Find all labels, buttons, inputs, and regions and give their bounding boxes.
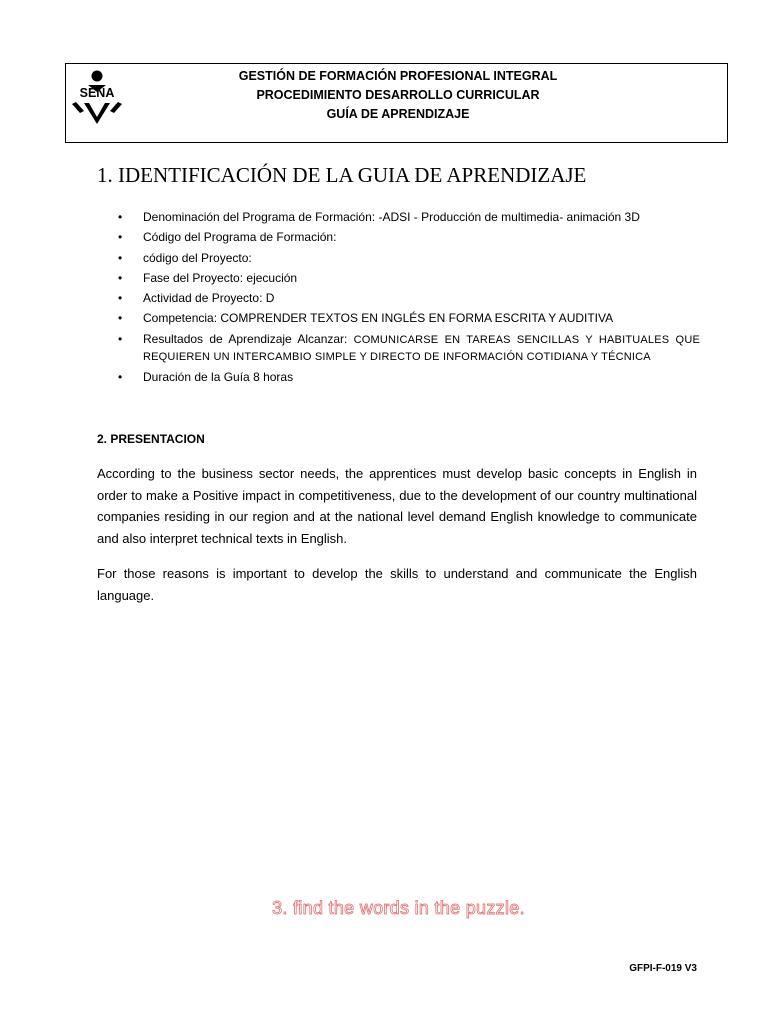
header-titles <box>198 67 598 124</box>
header-line-1: GESTIÓN DE FORMACIÓN PROFESIONAL INTEGRAL <box>238 69 558 83</box>
list-item <box>118 329 700 367</box>
section-2-title: 2. PRESENTACION <box>97 432 205 446</box>
bullet-icon: • <box>118 369 123 384</box>
logo-text: SENA <box>79 86 115 100</box>
item-label: Código del Programa de Formación: <box>143 230 337 245</box>
list-item <box>118 367 700 387</box>
bullet-icon: • <box>118 270 123 285</box>
item-label: Fase del Proyecto: <box>143 270 244 285</box>
header-line-2: PROCEDIMIENTO DESARROLLO CURRICULAR <box>256 88 540 102</box>
list-item <box>118 268 700 288</box>
item-value: D <box>262 291 275 306</box>
list-item <box>118 207 700 227</box>
item-value: ejecución <box>243 270 298 285</box>
bullet-icon: • <box>118 230 123 245</box>
item-label: Competencia: <box>143 311 218 326</box>
item-value: COMUNICARSE EN TAREAS SENCILLAS Y HABITUALES QUE REQUIEREN UN INTERCAMBIO SIMPLE Y DIRECTO DE INFORMACIÓN COTIDIANA Y TÉCNICA <box>143 333 700 363</box>
section-3-title: 3. find the words in the puzzle. <box>272 898 525 918</box>
identification-list <box>118 207 700 387</box>
list-item <box>118 248 700 268</box>
bullet-icon: • <box>118 331 123 346</box>
document-header <box>65 63 728 143</box>
form-code: GFPI-F-019 V3 <box>629 963 697 974</box>
item-label: Duración de la Guía 8 horas <box>143 369 294 384</box>
list-item <box>118 288 700 308</box>
paragraph-1: According to the business sector needs, the apprentices must develop basic concepts in English in order to make a Positive impact in competitiveness, due to the development of our country multinational companies residing in our region and at the national level demand English knowledge to communicate and also interpret technical texts in English. <box>97 466 697 546</box>
item-label: Actividad de Proyecto: <box>143 291 263 306</box>
bullet-icon: • <box>118 250 123 265</box>
item-value: -ADSI - Producción de multimedia- animación 3D <box>375 210 640 224</box>
header-line-3: GUÍA DE APRENDIZAJE <box>326 107 470 121</box>
bullet-icon: • <box>118 311 123 326</box>
item-label: Resultados de Aprendizaje Alcanzar: <box>143 331 348 346</box>
list-item <box>118 227 700 247</box>
section-1-title: 1. IDENTIFICACIÓN DE LA GUIA DE APRENDIZAJE <box>97 163 587 187</box>
paragraph-2: For those reasons is important to develop the skills to understand and communicate the English language. <box>97 566 697 603</box>
sena-logo <box>68 68 126 126</box>
list-item <box>118 308 700 328</box>
bullet-icon: • <box>118 210 123 224</box>
bullet-icon: • <box>118 291 123 306</box>
item-label: Denominación del Programa de Formación: <box>143 210 376 224</box>
item-label: código del Proyecto: <box>143 250 252 265</box>
item-value: COMPRENDER TEXTOS EN INGLÉS EN FORMA ESCRITA Y AUDITIVA <box>217 311 614 326</box>
